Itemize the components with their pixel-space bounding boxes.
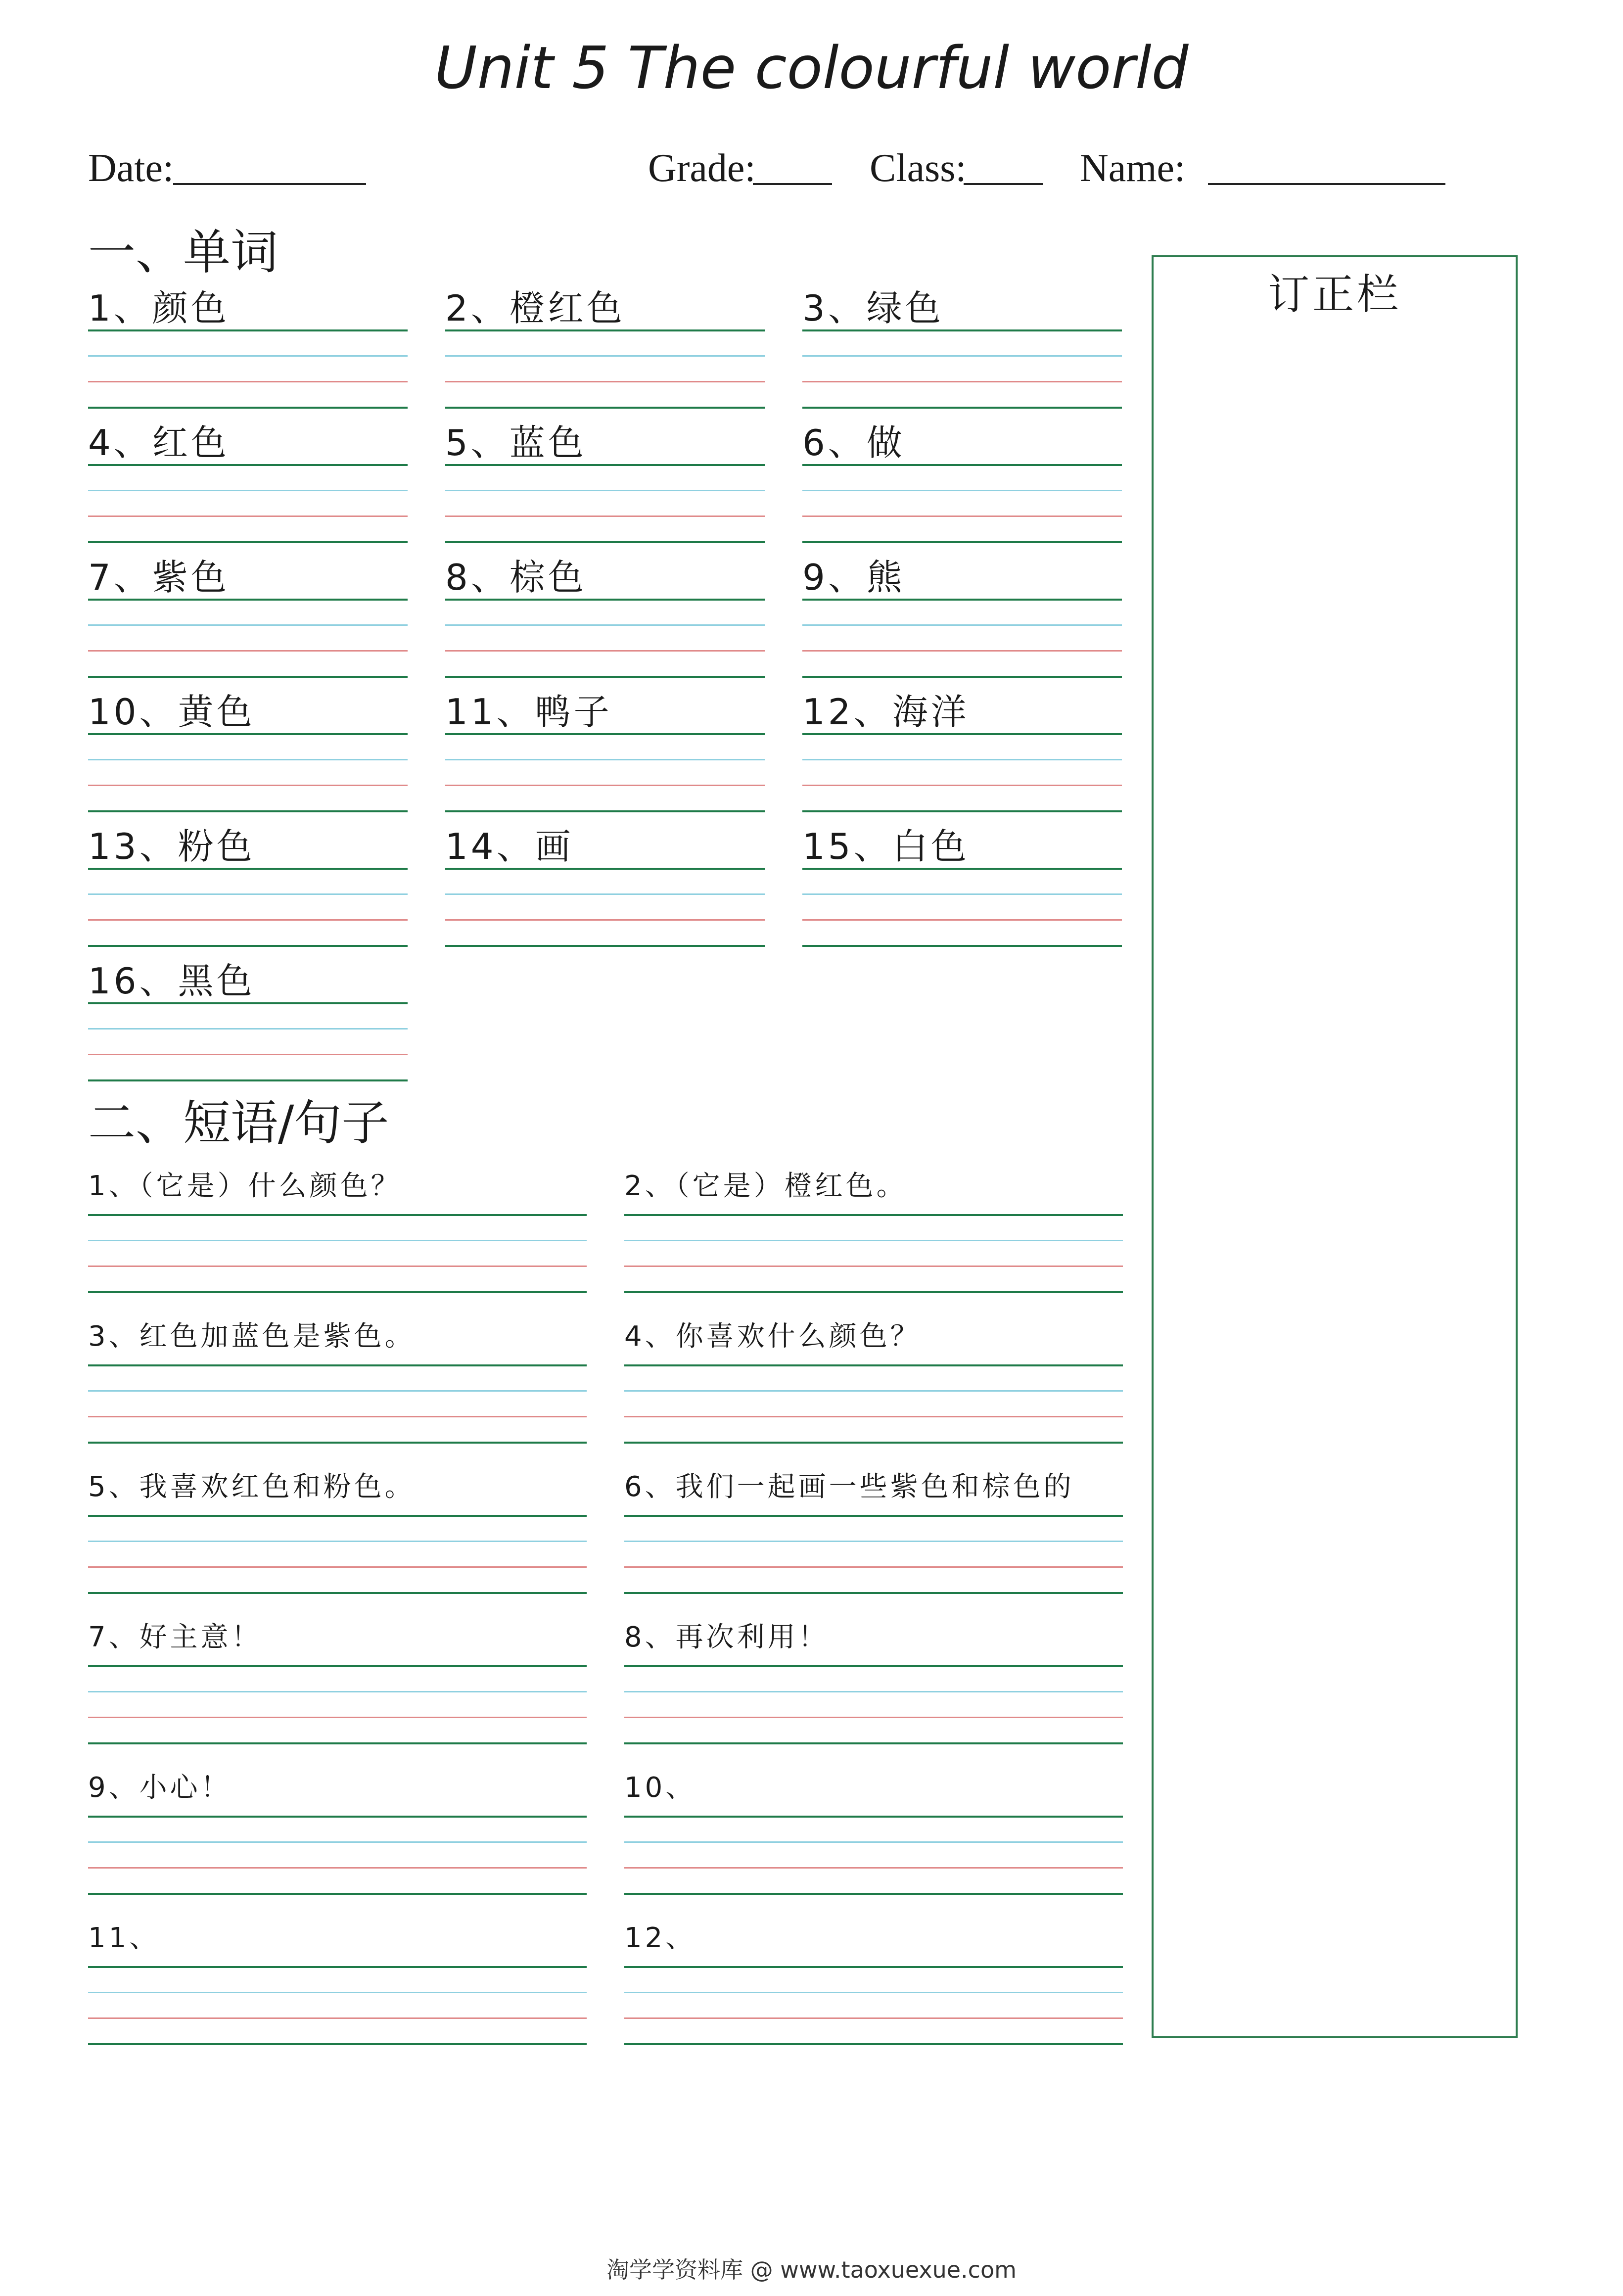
writing-line-top[interactable]	[802, 464, 1122, 466]
phrase-prompt: 10、	[624, 1772, 696, 1804]
word-item	[88, 286, 408, 410]
writing-line-mid	[624, 1691, 1123, 1692]
writing-line-base	[802, 919, 1122, 921]
writing-line-base	[802, 381, 1122, 382]
writing-line-top[interactable]	[445, 599, 765, 601]
writing-line-mid	[445, 759, 765, 760]
word-prompt: 15、白色	[802, 826, 970, 867]
grade-label: Grade:	[648, 146, 756, 190]
writing-line-mid	[445, 355, 765, 357]
writing-line-bottom	[624, 1592, 1123, 1594]
writing-line-base	[802, 650, 1122, 652]
word-item	[88, 555, 408, 679]
writing-line-mid	[624, 1841, 1123, 1843]
writing-line-mid	[88, 1992, 587, 1993]
phrase-prompt: 5、我喜欢红色和粉色。	[88, 1471, 416, 1503]
writing-line-bottom	[88, 1742, 587, 1744]
writing-line-mid	[802, 490, 1122, 491]
writing-line-bottom	[624, 1742, 1123, 1744]
writing-line-mid	[88, 759, 408, 760]
writing-line-base	[802, 785, 1122, 786]
writing-line-bottom	[624, 1291, 1123, 1293]
word-item	[802, 555, 1122, 679]
writing-line-bottom	[445, 541, 765, 543]
writing-line-base	[624, 1416, 1123, 1417]
phrase-prompt: 6、我们一起画一些紫色和棕色的	[624, 1471, 1074, 1503]
writing-line-bottom	[624, 1442, 1123, 1444]
writing-line-mid	[445, 893, 765, 895]
writing-line-bottom	[88, 1079, 408, 1081]
writing-line-top[interactable]	[624, 1665, 1123, 1667]
phrase-prompt: 1、（它是）什么颜色？	[88, 1170, 402, 1202]
writing-line-bottom	[88, 1893, 587, 1895]
word-prompt: 10、黄色	[88, 691, 255, 733]
correction-box[interactable]	[1152, 255, 1518, 2038]
writing-line-bottom	[445, 407, 765, 409]
writing-line-bottom	[802, 810, 1122, 812]
writing-line-base	[88, 1265, 587, 1267]
writing-line-base	[445, 515, 765, 517]
writing-line-base	[88, 650, 408, 652]
word-prompt: 9、熊	[802, 557, 905, 598]
word-prompt: 4、红色	[88, 422, 230, 464]
correction-title: 订正栏	[1267, 270, 1401, 319]
writing-line-bottom	[624, 1893, 1123, 1895]
writing-line-base	[88, 1566, 587, 1568]
writing-line-top[interactable]	[88, 464, 408, 466]
writing-line-mid	[88, 490, 408, 491]
name-label: Name:	[1080, 146, 1186, 190]
writing-line-bottom	[802, 541, 1122, 543]
writing-line-top[interactable]	[88, 599, 408, 601]
writing-line-mid	[624, 1240, 1123, 1241]
writing-line-top[interactable]	[88, 733, 408, 735]
writing-line-bottom	[802, 676, 1122, 678]
writing-line-base	[624, 1265, 1123, 1267]
word-item	[445, 824, 765, 948]
writing-line-bottom	[88, 1442, 587, 1444]
phrase-prompt: 11、	[88, 1922, 160, 1954]
phrase-prompt: 9、小心！	[88, 1772, 232, 1804]
word-item	[802, 824, 1122, 948]
writing-line-bottom	[88, 541, 408, 543]
phrase-item	[88, 1467, 587, 1595]
writing-line-bottom	[445, 810, 765, 812]
writing-line-bottom	[88, 2043, 587, 2045]
writing-line-base	[88, 919, 408, 921]
writing-line-base	[88, 785, 408, 786]
writing-line-bottom	[802, 945, 1122, 947]
phrase-prompt: 2、（它是）橙红色。	[624, 1170, 907, 1202]
phrase-item	[624, 1317, 1123, 1445]
writing-line-base	[88, 515, 408, 517]
word-item	[445, 421, 765, 544]
writing-line-top[interactable]	[88, 1665, 587, 1667]
worksheet-title: Unit 5 The colourful world	[434, 34, 1189, 102]
phrase-item	[88, 1768, 587, 1896]
writing-line-mid	[88, 1390, 587, 1392]
writing-line-bottom	[88, 407, 408, 409]
writing-line-mid	[88, 1691, 587, 1692]
writing-line-bottom	[445, 945, 765, 947]
word-item	[88, 421, 408, 544]
writing-line-mid	[802, 624, 1122, 626]
writing-line-mid	[802, 893, 1122, 895]
writing-line-top[interactable]	[624, 1214, 1123, 1216]
writing-line-top[interactable]	[88, 1816, 587, 1818]
writing-line-mid	[445, 624, 765, 626]
writing-line-bottom	[624, 2043, 1123, 2045]
word-prompt: 1、颜色	[88, 287, 230, 329]
writing-line-mid	[88, 893, 408, 895]
section-phrases-title: 二、短语/句子	[88, 1095, 389, 1151]
writing-line-bottom	[88, 1592, 587, 1594]
writing-line-bottom	[802, 407, 1122, 409]
class-blank[interactable]	[964, 183, 1043, 185]
writing-line-mid	[88, 1028, 408, 1030]
writing-line-base	[445, 650, 765, 652]
writing-line-mid	[624, 1541, 1123, 1542]
writing-line-base	[624, 1717, 1123, 1718]
word-prompt: 3、绿色	[802, 287, 944, 329]
writing-line-base	[445, 785, 765, 786]
writing-line-top[interactable]	[88, 1214, 587, 1216]
writing-line-base	[445, 919, 765, 921]
writing-line-mid	[88, 1841, 587, 1843]
writing-line-top[interactable]	[88, 868, 408, 870]
word-prompt: 16、黑色	[88, 960, 255, 1002]
writing-line-bottom	[88, 676, 408, 678]
writing-line-base	[624, 1867, 1123, 1869]
phrase-item	[88, 1167, 587, 1294]
word-prompt: 6、做	[802, 422, 905, 464]
writing-line-mid	[88, 355, 408, 357]
word-item	[445, 555, 765, 679]
word-prompt: 7、紫色	[88, 557, 230, 598]
writing-line-top[interactable]	[802, 329, 1122, 331]
writing-line-mid	[88, 624, 408, 626]
writing-line-mid	[624, 1992, 1123, 1993]
writing-line-top[interactable]	[624, 1816, 1123, 1818]
grade-blank[interactable]	[753, 183, 832, 185]
writing-line-mid	[445, 490, 765, 491]
footer-watermark: 淘学学资料库 @ www.taoxuexue.com	[606, 2256, 1017, 2283]
writing-line-base	[445, 381, 765, 382]
phrase-item	[624, 1919, 1123, 2046]
writing-line-top[interactable]	[802, 599, 1122, 601]
phrase-item	[88, 1317, 587, 1445]
class-label: Class:	[870, 146, 967, 190]
writing-line-top[interactable]	[445, 733, 765, 735]
phrase-item	[88, 1919, 587, 2046]
word-item	[88, 690, 408, 813]
word-item	[445, 286, 765, 410]
word-prompt: 8、棕色	[445, 557, 587, 598]
writing-line-base	[88, 1416, 587, 1417]
writing-line-mid	[624, 1390, 1123, 1392]
writing-line-top[interactable]	[88, 1364, 587, 1366]
word-prompt: 2、橙红色	[445, 287, 625, 329]
phrase-prompt: 12、	[624, 1922, 696, 1954]
date-blank[interactable]	[173, 183, 366, 185]
name-blank[interactable]	[1208, 183, 1445, 185]
phrase-prompt: 4、你喜欢什么颜色？	[624, 1320, 921, 1353]
word-item	[802, 690, 1122, 813]
phrase-item	[624, 1768, 1123, 1896]
word-prompt: 11、鸭子	[445, 691, 612, 733]
phrase-prompt: 7、好主意！	[88, 1621, 262, 1653]
writing-line-top[interactable]	[624, 1515, 1123, 1517]
writing-line-base	[802, 515, 1122, 517]
writing-line-base	[88, 1717, 587, 1718]
word-item	[88, 824, 408, 948]
writing-line-top[interactable]	[88, 1002, 408, 1004]
writing-line-top[interactable]	[802, 868, 1122, 870]
writing-line-top[interactable]	[624, 1364, 1123, 1366]
section-words-title: 一、单词	[88, 225, 278, 280]
writing-line-base	[624, 2017, 1123, 2019]
phrase-item	[624, 1467, 1123, 1595]
word-prompt: 12、海洋	[802, 691, 970, 733]
writing-line-top[interactable]	[88, 1515, 587, 1517]
date-label: Date:	[88, 146, 174, 190]
phrase-item	[88, 1618, 587, 1745]
word-prompt: 14、画	[445, 826, 574, 867]
word-item	[88, 959, 408, 1082]
writing-line-top[interactable]	[445, 329, 765, 331]
writing-line-top[interactable]	[88, 1966, 587, 1968]
writing-line-top[interactable]	[802, 733, 1122, 735]
writing-line-bottom	[445, 676, 765, 678]
writing-line-base	[88, 2017, 587, 2019]
writing-line-base	[624, 1566, 1123, 1568]
phrase-item	[624, 1618, 1123, 1745]
writing-line-top[interactable]	[445, 464, 765, 466]
writing-line-mid	[802, 759, 1122, 760]
writing-line-bottom	[88, 810, 408, 812]
writing-line-bottom	[88, 945, 408, 947]
writing-line-top[interactable]	[445, 868, 765, 870]
writing-line-top[interactable]	[88, 329, 408, 331]
writing-line-mid	[88, 1541, 587, 1542]
word-item	[802, 286, 1122, 410]
phrase-item	[624, 1167, 1123, 1294]
word-item	[445, 690, 765, 813]
word-prompt: 13、粉色	[88, 826, 255, 867]
writing-line-base	[88, 1054, 408, 1055]
writing-line-base	[88, 381, 408, 382]
writing-line-mid	[802, 355, 1122, 357]
word-prompt: 5、蓝色	[445, 422, 587, 464]
writing-line-base	[88, 1867, 587, 1869]
word-item	[802, 421, 1122, 544]
phrase-prompt: 3、红色加蓝色是紫色。	[88, 1320, 416, 1353]
phrase-prompt: 8、再次利用！	[624, 1621, 829, 1653]
writing-line-top[interactable]	[624, 1966, 1123, 1968]
writing-line-bottom	[88, 1291, 587, 1293]
writing-line-mid	[88, 1240, 587, 1241]
